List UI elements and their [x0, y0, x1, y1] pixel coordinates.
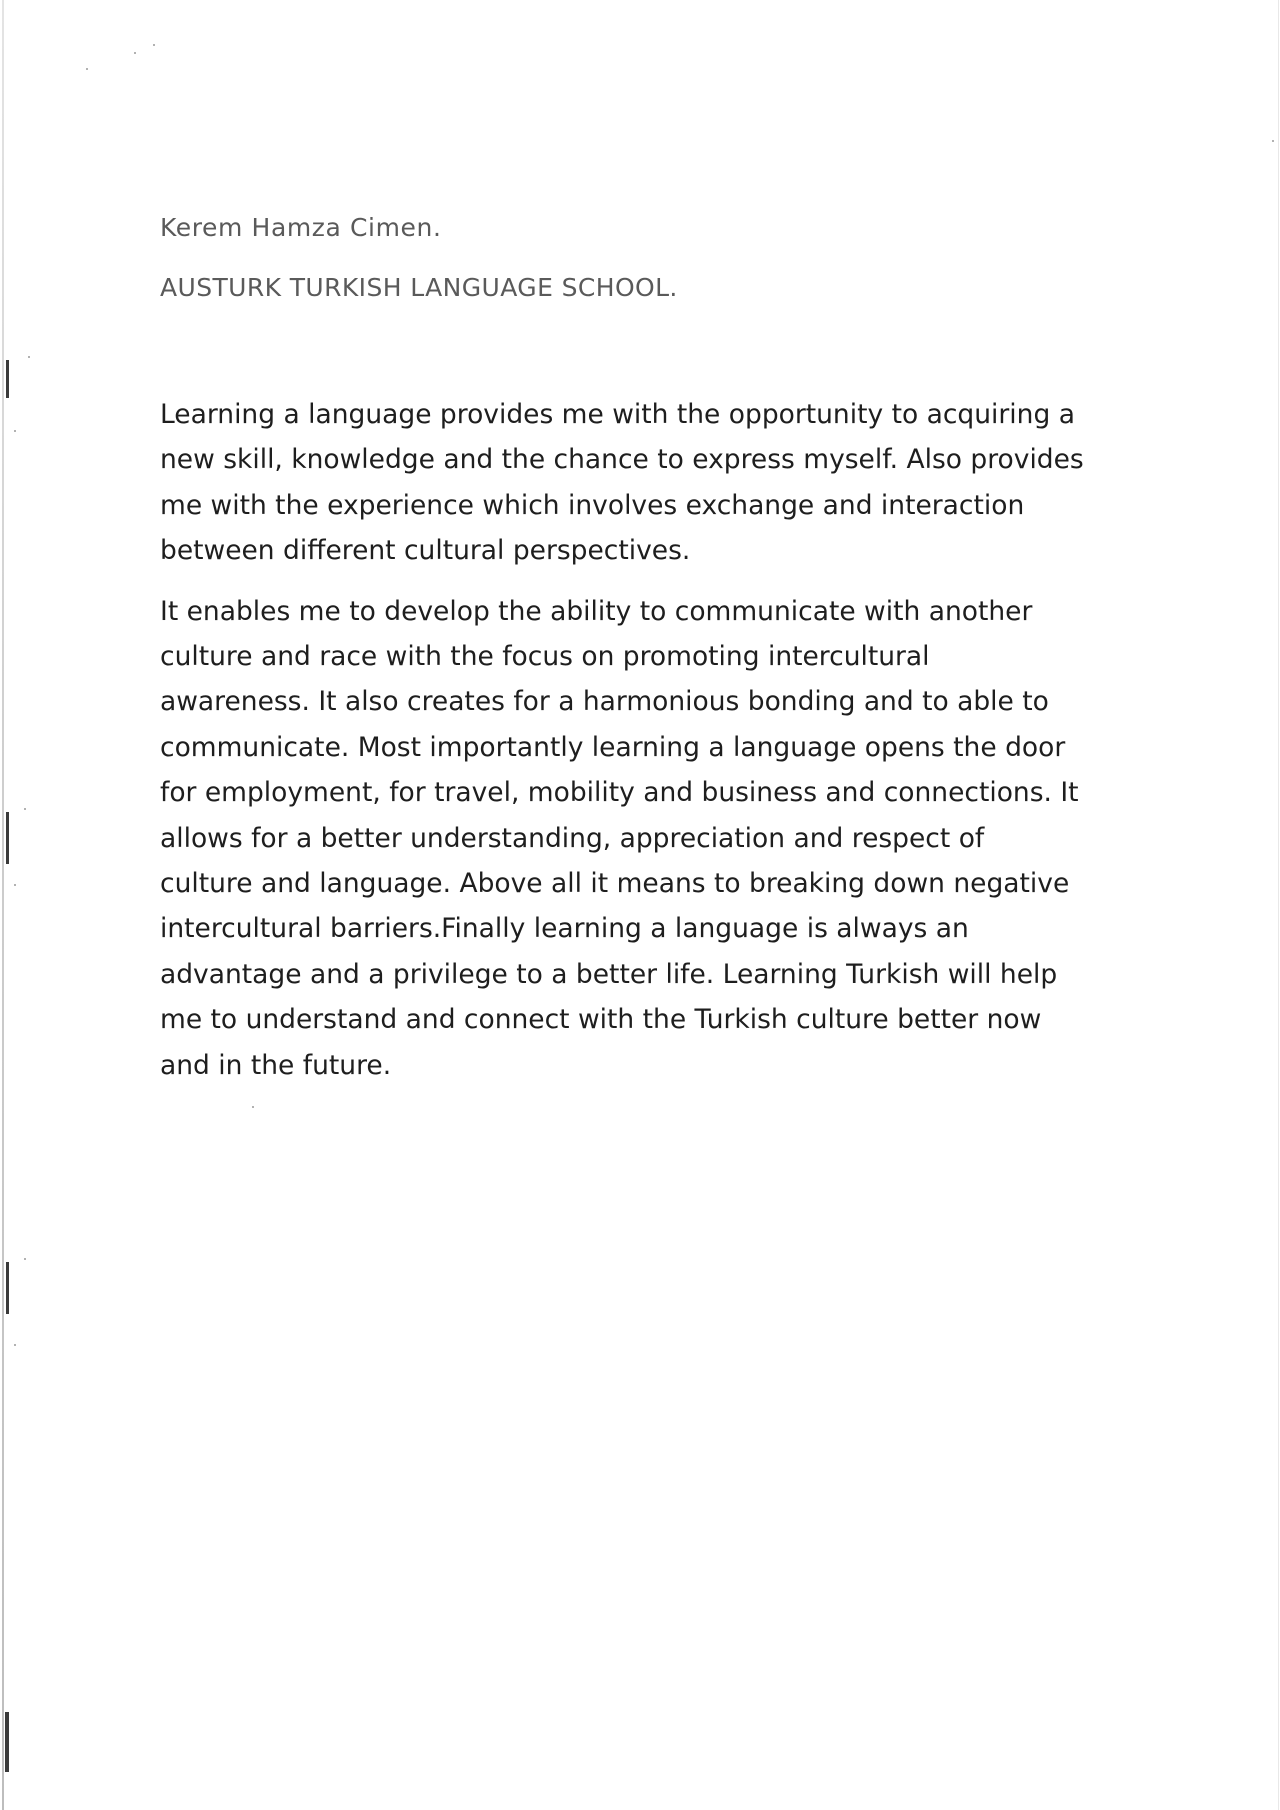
- text-line: It enables me to develop the ability to communicate with another: [160, 595, 1033, 627]
- paragraph: [160, 392, 1140, 574]
- text-line: intercultural barriers.Finally learning a language is always an: [160, 913, 969, 945]
- school-name: AUSTURK TURKISH LANGUAGE SCHOOL.: [160, 273, 678, 302]
- scan-left-edge: [2, 0, 4, 1810]
- scan-speck: [86, 68, 88, 70]
- text-line: allows for a better understanding, appreciation and respect of: [160, 822, 985, 854]
- text-line: Learning a language provides me with the opportunity to acquiring a: [160, 399, 1075, 430]
- scan-speck: [153, 44, 155, 46]
- text-line: communicate. Most importantly learning a language opens the door: [160, 731, 1066, 763]
- scan-speck: [252, 1106, 254, 1108]
- text-line: advantage and a privilege to a better life. Learning Turkish will help: [160, 958, 1058, 990]
- text-line: me with the experience which involves exchange and interaction: [160, 489, 1025, 521]
- essay-body: [160, 392, 1140, 1103]
- document-header: [160, 208, 1160, 308]
- text-line: me to understand and connect with the Turkish culture better now: [160, 1004, 1042, 1036]
- text-line: for employment, for travel, mobility and business and connections. It: [160, 777, 1079, 809]
- scan-speck: [1272, 140, 1274, 142]
- text-line: culture and race with the focus on promoting intercultural: [160, 641, 930, 673]
- scan-speck: [24, 808, 26, 810]
- scan-speck: [28, 356, 30, 358]
- author-name: Kerem Hamza Cimen.: [160, 213, 442, 242]
- text-line: awareness. It also creates for a harmonious bonding and to able to: [160, 686, 1049, 718]
- text-line: culture and language. Above all it means to breaking down negative: [160, 868, 1070, 900]
- text-line: new skill, knowledge and the chance to express myself. Also provides: [160, 444, 1084, 476]
- scan-speck: [24, 1258, 26, 1260]
- scan-speck: [14, 430, 16, 432]
- scan-mark: [5, 1712, 9, 1772]
- scan-speck: [14, 884, 16, 886]
- paragraph: [160, 589, 1140, 1088]
- scan-mark: [6, 812, 9, 864]
- scan-speck: [134, 52, 136, 54]
- scan-mark: [6, 1262, 9, 1314]
- scan-mark: [6, 360, 9, 398]
- text-line: and in the future.: [160, 1049, 392, 1081]
- scan-speck: [14, 1344, 16, 1346]
- text-line: between different cultural perspectives.: [160, 535, 691, 567]
- scan-right-edge: [1278, 0, 1279, 1810]
